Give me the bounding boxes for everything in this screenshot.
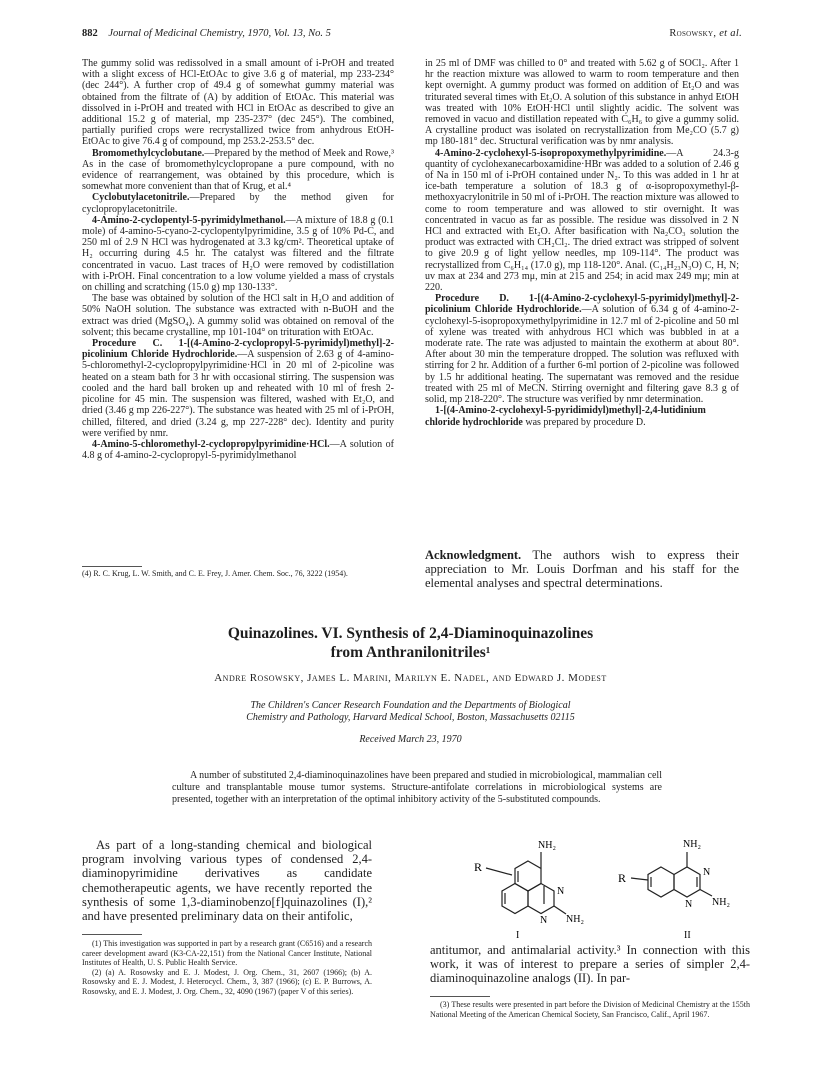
structure-I-ring-top (515, 861, 541, 891)
structure-II-r: R (618, 871, 627, 885)
structure-I-nh2-top: NH₂ (538, 840, 556, 851)
left-column (82, 58, 394, 461)
footnote-rule-bottom-right (430, 996, 490, 997)
left-column-paragraph (82, 439, 394, 461)
structure-I-ring-mid (528, 884, 554, 914)
right-column-paragraph-text: —A 24.3-g quantity of cyclohexanecarboxamidine·HBr was added to a solution of 2.46 g of Na in 150 ml of i-PrOH contained under N₂. To this was added in 1 hr at ice-bath temperature a solution of 18.3 g of α-isopropoxymethyl-β-methoxyacrylonitrile in 50 ml of i-PrOH. The reaction mixture was allowed to come to room temperature and was allowed to stir overnight. It was concentrated in vacuo as far as possible. The residue was dissolved in 2 N HCl and extracted with Et₂O. After basification with Na₂CO₃ solution the product was extracted with CH₂Cl₂. The dried extract was stripped of solvent to give 20.9 g of light yellow needles, mp 109-114°. The product was recrystallized from C₆H₁₄ (17.0 g), mp 118-120°. Anal. (C₁₄H₂₃N₃O) C, H, N; uv max at 234 and 273 mμ, min at 215 and 254; in acid max 249 mμ; min at 220. (425, 147, 739, 294)
left-column-paragraph-text: —A solution of 4.8 g of 4-amino-2-cyclopropyl-5-pyrimidylmethanol (82, 438, 394, 462)
structure-II-nh2-side: NH₂ (712, 897, 730, 908)
right-column-paragraph (425, 293, 739, 405)
footnote-rule-left (82, 566, 142, 567)
acknowledgment (425, 548, 739, 590)
structure-II-n-1: N (703, 867, 711, 878)
right-column-paragraph-heading: Procedure D. 1-[(4-Amino-2-cyclohexyl-5-pyrimidyl)methyl]-2-picolinium Chloride Hydrochloride. (425, 293, 739, 316)
structure-II-c-nh2-bond (700, 890, 712, 897)
header-left (82, 28, 331, 39)
right-column-paragraph-heading: 4-Amino-2-cyclohexyl-5-isopropoxymethylpyrimidine. (435, 147, 667, 159)
introduction-text: As part of a long-standing chemical and biological program involving various types of condensed 2,4-diaminopyrimidine derivatives as candidate chemotherapeutic agents, we have recently reported the synthesis of some 1,3-diaminobenzo[f]quinazolines (I),² and have presented preliminary data on their antifolic, (82, 838, 372, 924)
structure-I-ring-left (502, 884, 528, 914)
structure-I-n-1: N (557, 886, 565, 897)
left-column-paragraph-heading: 4-Amino-5-chloromethyl-2-cyclopropylpyrimidine·HCl. (92, 438, 330, 450)
left-column-paragraph (82, 58, 394, 148)
footnote-item: (2) (a) A. Rosowsky and E. J. Modest, J. Org. Chem., 31, 2607 (1966); (b) A. Rosowsky and E. J. Modest, J. Heterocycl. Chem., 3, 387 (1966); (c) E. P. Burrows, A. Rosowsky, and E. J. Modest, J. Org. Chem., 32, 4090 (1967) (paper V of this series). (82, 967, 372, 996)
left-column-paragraph-heading: Procedure C. 1-[(4-Amino-2-cyclopropyl-5-pyrimidyl)methyl]-2-picolinium Chloride Hydrochloride. (82, 338, 394, 361)
page-number: 882 (82, 28, 98, 39)
right-column-paragraph-text: was prepared by procedure D. (522, 416, 646, 428)
structure-I-n-3: N (540, 915, 548, 926)
structure-II-bonds (631, 852, 712, 897)
structure-II-ring-left (648, 867, 674, 897)
footnote-item: (1) This investigation was supported in part by a research grant (C6516) and a research career development award (K3-CA-22,151) from the National Cancer Institute, National Institutes of Health, U. S. Public Health Service. (82, 939, 372, 968)
footnote-4: (4) R. C. Krug, L. W. Smith, and C. E. Frey, J. Amer. Chem. Soc., 76, 3222 (1954). (82, 569, 348, 578)
acknowledgment-heading: Acknowledgment. (425, 548, 522, 562)
left-column-paragraph (82, 338, 394, 439)
structure-I-label: I (516, 930, 520, 940)
right-column-paragraph (425, 148, 739, 294)
left-column-paragraph-heading: Bromomethylcyclobutane. (92, 147, 205, 159)
left-column-paragraph (82, 293, 394, 338)
structure-II-nh2-top: NH₂ (683, 839, 701, 850)
left-column-paragraph-text: —Prepared by the method of Meek and Rowe,³ As in the case of bromomethylcyclopropane a pure compound, with no evidence of rearrangement, was obtained by this procedure, which is somewhat more convenient than that of Krug, et al.⁴ (82, 147, 394, 193)
left-column-paragraph-text: —Prepared by the method given for cyclopropylacetonitrile. (82, 192, 394, 215)
header-et-al: et al. (719, 28, 742, 39)
article-title-line1: Quinazolines. VI. Synthesis of 2,4-Diaminoquinazolines (227, 625, 594, 642)
structure-II-n-3: N (685, 899, 693, 910)
right-column-paragraph-text: in 25 ml of DMF was chilled to 0° and treated with 5.62 g of SOCl₂. After 1 hr the reaction mixture was allowed to warm to room temperature and then kept overnight. A gummy product was formed on addition of Et₂O and was triturated several times with Et₂O. A solution of this substance in anhyd EtOH was treated with 10% EtOH·HCl until slightly acidic. The solvent was removed in vacuo and distillation repeated with C₆H₆ to give a gummy solid. A crystalline product was isolated on recrystallization from Me₂CO (5.7 g) mp 180-181° dec. Structural verification was by nmr analysis. (425, 58, 739, 148)
footnotes-bottom-left (82, 939, 372, 997)
affiliation-line2: Chemistry and Pathology, Harvard Medical School, Boston, Massachusetts 02115 (246, 712, 575, 723)
left-column-paragraph (82, 192, 394, 214)
footnote-rule-bottom-left (82, 934, 142, 935)
left-column-paragraph-text: The base was obtained by solution of the HCl salt in H₂O and addition of 50% NaOH solution. The substance was extracted with n-BuOH and the extract was dried (MgSO₄). A gummy solid was obtained on removal of the solvent; this became crystalline, mp 101-104° on trituration with EtOAc. (82, 293, 394, 338)
right-column-paragraph-heading: 1-[(4-Amino-2-cyclohexyl-5-pyridimidyl)methyl]-2,4-lutidinium chloride hydrochloride (425, 405, 706, 428)
header-authors: Rosowsky, (669, 28, 717, 39)
abstract: A number of substituted 2,4-diaminoquinazolines have been prepared and studied in microbiological, mammalian cell culture and transplantable mouse tumor systems. Structure-antifolate correlations in microbiological systems are presented, together with an interpretation of the optimal inhibitory activity of the 5-substituted compounds. (172, 770, 662, 805)
right-column-paragraph (425, 405, 739, 427)
structure-I-r-bond (486, 868, 512, 875)
footnote-3: (3) These results were presented in part before the Division of Medicinal Chemistry at the 155th National Meeting of the American Chemical Society, San Francisco, Calif., April 1967. (430, 1000, 750, 1019)
right-column-paragraph (425, 58, 739, 148)
article-title-line2: from Anthranilonitriles¹ (330, 644, 491, 661)
received-date: Received March 23, 1970 (359, 734, 462, 745)
left-column-paragraph (82, 215, 394, 293)
left-column-paragraph (82, 148, 394, 193)
structure-II-r-bond (631, 878, 648, 880)
journal-citation: Journal of Medicinal Chemistry, 1970, Vol. 13, No. 5 (108, 28, 331, 39)
running-header (82, 28, 742, 42)
affiliation-line1: The Children's Cancer Research Foundation and the Departments of Biological (250, 700, 571, 711)
chemical-structures (466, 830, 756, 940)
structure-II-ring-right (674, 867, 700, 897)
structure-I-r: R (474, 860, 483, 874)
right-column (425, 58, 739, 428)
affiliation (82, 700, 739, 724)
structure-I-nh2-side: NH₂ (566, 914, 584, 925)
left-column-paragraph-text: —A mixture of 18.8 g (0.1 mole) of 4-amino-5-cyano-2-cyclopentylpyrimidine, 3.5 g of 10% Pd-C, and 250 ml of 2.9 N HCl was hydrogenated at 3.3 kg/cm². Theoretical uptake of H₂ occurring during 4.5 hr. The catalyst was filtered and the filtrate concentrated in vacuo. Last traces of H₂O were removed by codistillation with i-PrOH. Final concentration to a low volume yielded a mass of crystals on chilling and scratching (15.0 g) mp 130-133°. (82, 214, 394, 294)
left-column-paragraph-heading: 4-Amino-2-cyclopentyl-5-pyrimidylmethanol. (92, 214, 286, 226)
article-authors: Andre Rosowsky, James L. Marini, Marilyn E. Nadel, and Edward J. Modest (214, 672, 607, 684)
left-column-paragraph-text: The gummy solid was redissolved in a small amount of i-PrOH and treated with a slight excess of HCl-EtOAc to give 3.6 g of material, mp 233-234° (dec 244°). A further crop of 49.4 g of somewhat gummy material was obtained from the filtrate of (A) by addition of EtOAc. This material was dissolved in i-PrOH and treated with HCl in EtOAc as described to give an additional 15.2 g of material, mp 235-237° (dec 245°). The combined, partially purified crops were recrystallized twice from anhydrous EtOH-EtOAc to give 76.4 g of compound, mp 253.2-253.5° dec. (82, 58, 394, 148)
left-column-paragraph-heading: Cyclobutylacetonitrile. (92, 192, 190, 204)
header-right (669, 28, 742, 39)
structure-I-c-nh2-bond (554, 906, 566, 914)
article-title (82, 624, 739, 662)
structure-I-bonds (486, 852, 566, 914)
structure-II-label: II (684, 930, 691, 940)
left-column-paragraph-text: —A suspension of 2.63 g of 4-amino-5-chloromethyl-2-cyclopropylpyrimidine·HCl in 20 ml of 2-picoline was heated on a steam bath for 3 hr with occasional stirring. The suspension was cooled and the hard ball broken up and reheated with 10 ml of fresh 2-picoline for 45 min. The suspension was filtered, washed with Et₂O, and dried (3.46 g mp 226-227°). The substance was heated with 25 ml of i-PrOH, chilled, filtered, and dried (3.24 g, mp 227-228° dec). Identity and purity were verified by nmr. (82, 349, 394, 439)
acknowledgment-text: The authors wish to express their appreciation to Mr. Louis Dorfman and his staff for the elemental analyses and spectral determinations. (425, 548, 739, 590)
right-column-paragraph-text: —A solution of 6.34 g of 4-amino-2-cyclohexyl-5-isopropoxymethylpyrimidine in 12.7 ml of 2-picoline and 50 ml of xylene was treated with anhydrous HCl which was bubbled in at a moderate rate. The rate was adjusted to maintain the exotherm at about 80°. After about 30 min the temperature dropped. The solution was refluxed with stirring for 2 hr. Addition of a further 6-ml portion of 2-picoline was followed by 1.5 hr additional heating. The supernatant was removed and the residue treated with 25 ml of MeCN. Stirring overnight and filtering gave 8.3 g of solid, mp 218-220°. The structure was verified by nmr determination. (425, 304, 740, 406)
introduction-continued: antitumor, and antimalarial activity.³ In connection with this work, it was of interest to prepare a series of simpler 2,4-diaminoquinazoline analogs (II). In par- (430, 943, 750, 986)
